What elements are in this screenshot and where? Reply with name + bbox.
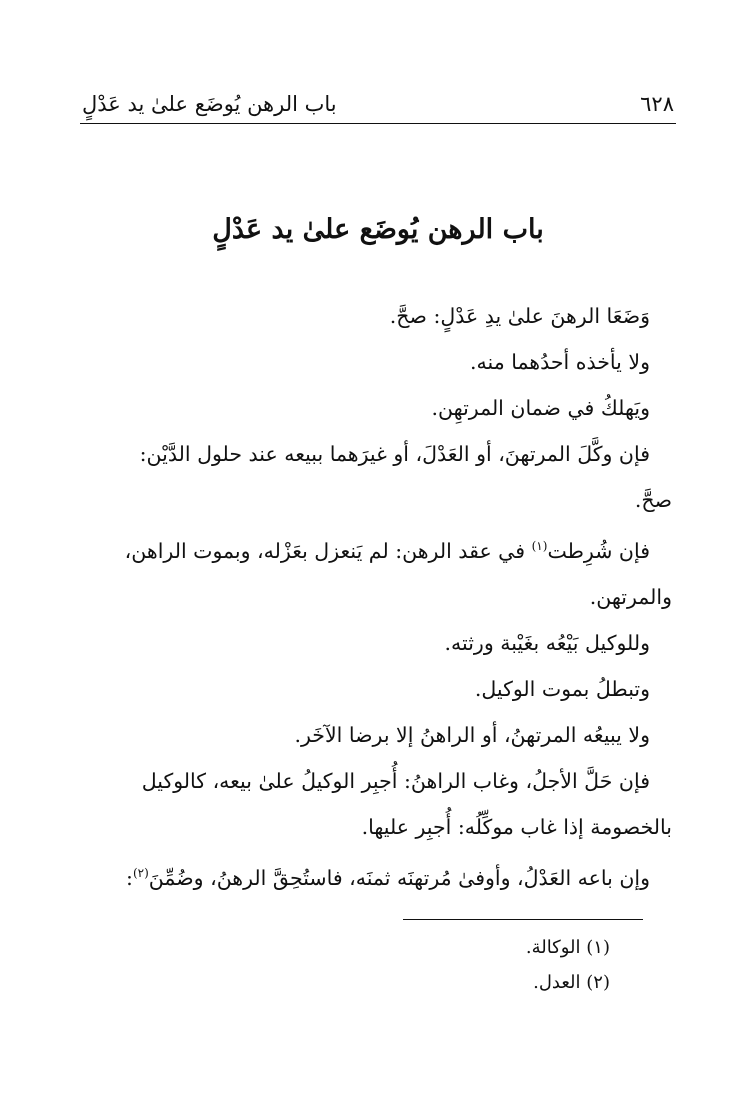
paragraph-7: وتبطلُ بموت الوكيل. <box>474 676 650 701</box>
paragraph-6: وللوكيل بَيْعُه بغَيْبة ورثته. <box>444 630 650 655</box>
paragraph-3: ويَهلكُ في ضمان المرتهِن. <box>431 396 650 420</box>
chapter-title: باب الرهن يُوضَع علىٰ يد عَدْلٍ <box>212 214 544 245</box>
footnote-1: (١) الوكالة. <box>525 937 610 958</box>
paragraph-4: فإن وكَّلَ المرتهنَ، أو العَدْلَ، أو غيرَهما ببيعه عند حلول الدَّيْن: صحَّ. <box>139 442 672 512</box>
paragraph-5: فإن شُرِطت$^{(١)}$ في عقد الرهن: لم يَنعزل بعَزْله، وبموت الراهن، والمرتهن. <box>124 538 672 609</box>
footnote-2: (٢) العدل. <box>533 972 610 993</box>
footnote-ref-2: (٢) <box>132 865 149 880</box>
header-rule <box>80 123 676 124</box>
page-number: ٦٢٨ <box>640 92 674 116</box>
body-text <box>82 293 672 901</box>
running-header <box>82 84 674 116</box>
paragraph-1: وَضَعَا الرهنَ علىٰ يدِ عَدْلٍ: صحَّ. <box>389 304 650 328</box>
paragraph-9: فإن حَلَّ الأجلُ، وغاب الراهنُ: أُجبِر الوكيلُ علىٰ بيعه، كالوكيل بالخصومة إذا غاب موكِّلُه: أُجبِر عليها. <box>141 768 672 839</box>
footnote-rule <box>403 919 643 920</box>
footnote-ref-1: (١) <box>531 539 548 553</box>
paragraph-10: وإن باعه العَدْلُ، وأوفىٰ مُرتهنَه ثمنَه، فاستُحِقَّ الرهنُ، وضُمِّنَ$^{(٢)}$: <box>126 865 650 890</box>
paragraph-8: ولا يبيعُه المرتهنُ، أو الراهنُ إلا برضا الآخَر. <box>294 722 650 747</box>
paragraph-2: ولا يأخذه أحدُهما منه. <box>470 350 650 374</box>
footnotes <box>526 930 610 1000</box>
running-title: باب الرهن يُوضَع علىٰ يد عَدْلٍ <box>82 92 337 116</box>
